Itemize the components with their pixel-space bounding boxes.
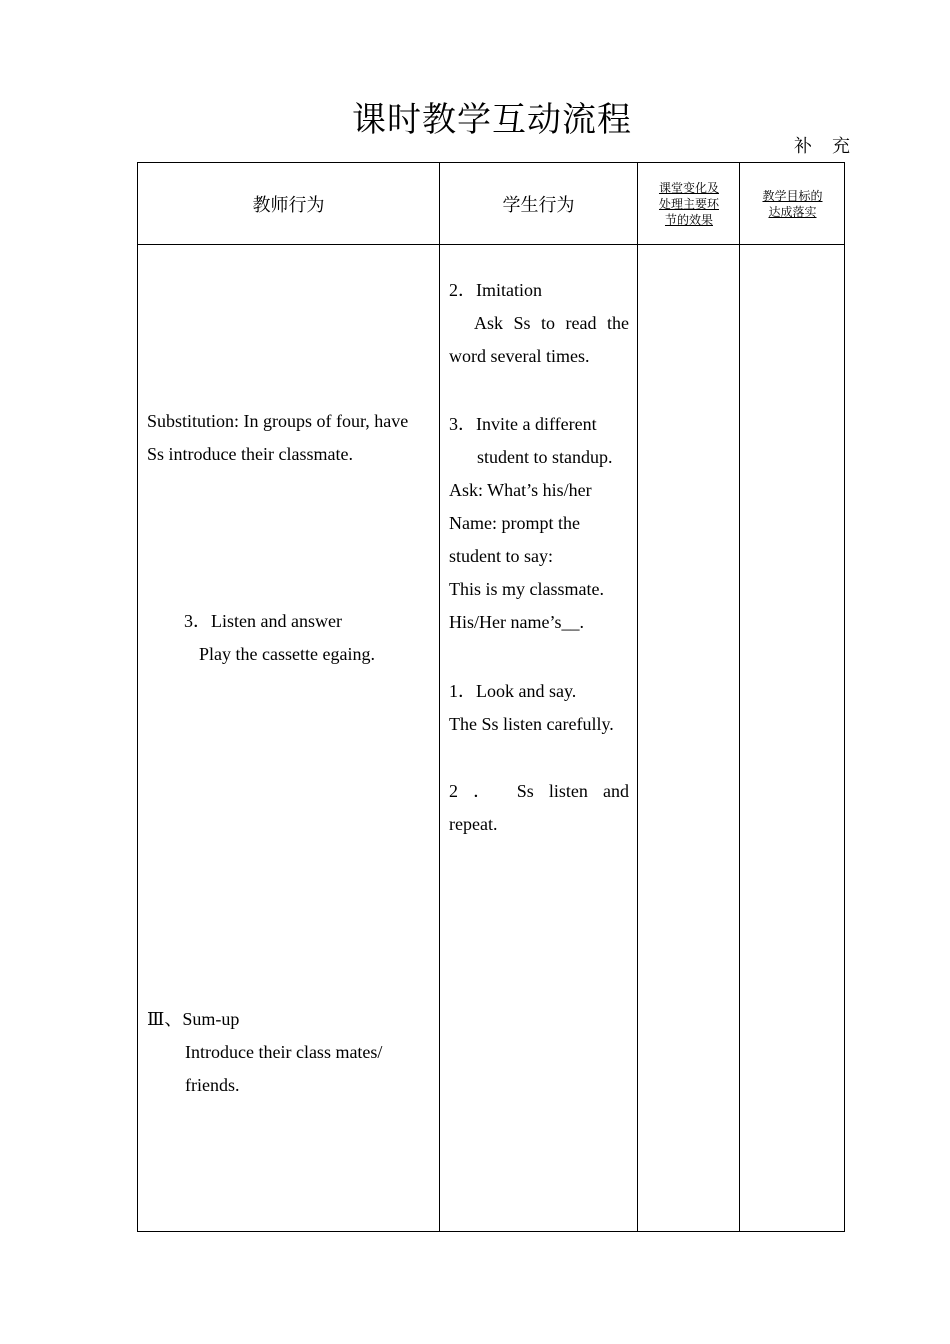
header-changes: 课堂变化及 处理主要环 节的效果 — [658, 180, 719, 227]
column-divider — [637, 163, 638, 1231]
student-look-say: 1．Look and say. The Ss listen carefully. — [449, 681, 614, 734]
column-divider — [739, 163, 740, 1231]
page-title: 课时教学互动流程 — [352, 100, 632, 140]
supplement-label: 补 充 — [794, 136, 850, 157]
teacher-listen-answer: 3．Listen and answer Play the cassette egaing. — [184, 611, 375, 664]
header-teacher: 教师行为 — [252, 194, 325, 216]
student-invite: 3．Invite a different student to standup. Ask: What’s his/her Name: prompt the student to say: This is my classmate. His/Her name’s__. — [449, 414, 613, 632]
header-student: 学生行为 — [502, 194, 575, 216]
student-imitation: 2．Imitation Ask Ss to read the word several times. — [449, 280, 629, 366]
teacher-sumup: Ⅲ、Sum-up Introduce their class mates/ friends. — [147, 1009, 383, 1095]
header-divider — [138, 244, 844, 245]
student-repeat: 2 ． Ss listen and repeat. — [449, 781, 629, 834]
header-goals: 教学目标的 达成落实 — [762, 188, 823, 219]
lesson-table — [137, 162, 845, 1232]
teacher-substitution: Substitution: In groups of four, have Ss introduce their classmate. — [147, 411, 409, 464]
column-divider — [439, 163, 440, 1231]
